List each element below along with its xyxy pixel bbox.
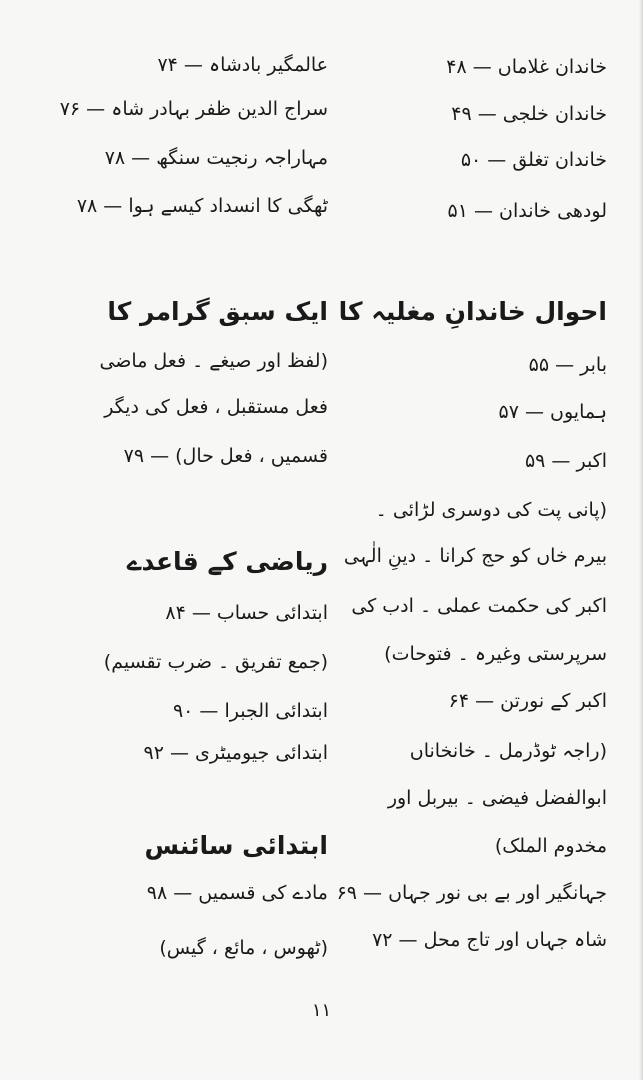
toc-entry-bahadur-shah: سراج الدین ظفر بہادر شاہ — ۷۶ xyxy=(59,98,328,120)
toc-subentry-line: (راجہ ٹوڈرمل ۔ خانخاناں xyxy=(409,740,607,762)
page-edge-shadow xyxy=(639,0,643,1080)
toc-entry-humayun: ہمایوں — ۵۷ xyxy=(498,401,607,423)
toc-entry-shahjahan: شاہ جہاں اور تاج محل — ۷۲ xyxy=(372,929,607,951)
toc-entry-ranjit-singh: مہاراجہ رنجیت سنگھ — ۷۸ xyxy=(104,147,328,169)
section-heading-science: ابتدائی سائنس xyxy=(144,831,328,860)
toc-subentry-line: (ٹھوس ، مائع ، گیس) xyxy=(159,937,328,959)
section-heading-math: ریاضی کے قاعدے xyxy=(126,547,328,576)
toc-entry-khandan-tughlaq: خاندان تغلق — ۵۰ xyxy=(460,149,607,171)
toc-entry-alamgir: عالمگیر بادشاہ — ۷۴ xyxy=(157,54,328,76)
toc-entry-algebra: ابتدائی الجبرا — ۹۰ xyxy=(172,700,328,722)
toc-entry-lodhi-khandan: لودھی خاندان — ۵۱ xyxy=(447,200,607,222)
toc-entry-akbar: اکبر — ۵۹ xyxy=(524,450,607,472)
toc-entry-akbar-navratan: اکبر کے نورتن — ۶۴ xyxy=(448,690,607,712)
section-heading-mughal: احوال خاندانِ مغلیہ کا xyxy=(338,297,607,326)
page-number: ۱۱ xyxy=(311,1000,332,1021)
toc-entry-geometry: ابتدائی جیومیٹری — ۹۲ xyxy=(143,742,328,764)
toc-entry-babar: بابر — ۵۵ xyxy=(528,354,607,376)
toc-subentry-line: (لفظ اور صیغے ۔ فعل ماضی xyxy=(99,350,328,372)
toc-entry-khandan-ghulaman: خاندان غلاماں — ۴۸ xyxy=(446,56,607,78)
toc-entry-khandan-khilji: خاندان خلجی — ۴۹ xyxy=(451,103,607,125)
toc-entry-jahangir: جہانگیر اور بے بی نور جہاں — ۶۹ xyxy=(336,882,607,904)
toc-entry-grammar-end: قسمیں ، فعل حال) — ۷۹ xyxy=(123,445,328,467)
toc-entry-arithmetic: ابتدائی حساب — ۸۴ xyxy=(165,602,328,624)
toc-subentry-line: مخدوم الملک) xyxy=(494,835,607,857)
toc-subentry-line: فعل مستقبل ، فعل کی دیگر xyxy=(104,396,328,418)
toc-subentry-line: (جمع تفریق ۔ ضرب تقسیم) xyxy=(103,651,328,673)
toc-entry-matter: مادے کی قسمیں — ۹۸ xyxy=(146,882,328,904)
toc-subentry-line: ابوالفضل فیضی ۔ بیربل اور xyxy=(387,787,607,809)
toc-entry-thuggee: ٹھگی کا انسداد کیسے ہوا — ۷۸ xyxy=(76,195,328,217)
toc-subentry-line: بیرم خاں کو حج کرانا ۔ دینِ الٰہی xyxy=(343,545,607,567)
toc-subentry-line: اکبر کی حکمت عملی ۔ ادب کی xyxy=(351,595,607,617)
toc-subentry-line: (پانی پت کی دوسری لڑائی ۔ xyxy=(375,499,607,521)
toc-subentry-line: سرپرستی وغیرہ ۔ فتوحات) xyxy=(384,643,607,665)
section-heading-grammar: ایک سبق گرامر کا xyxy=(107,297,328,326)
